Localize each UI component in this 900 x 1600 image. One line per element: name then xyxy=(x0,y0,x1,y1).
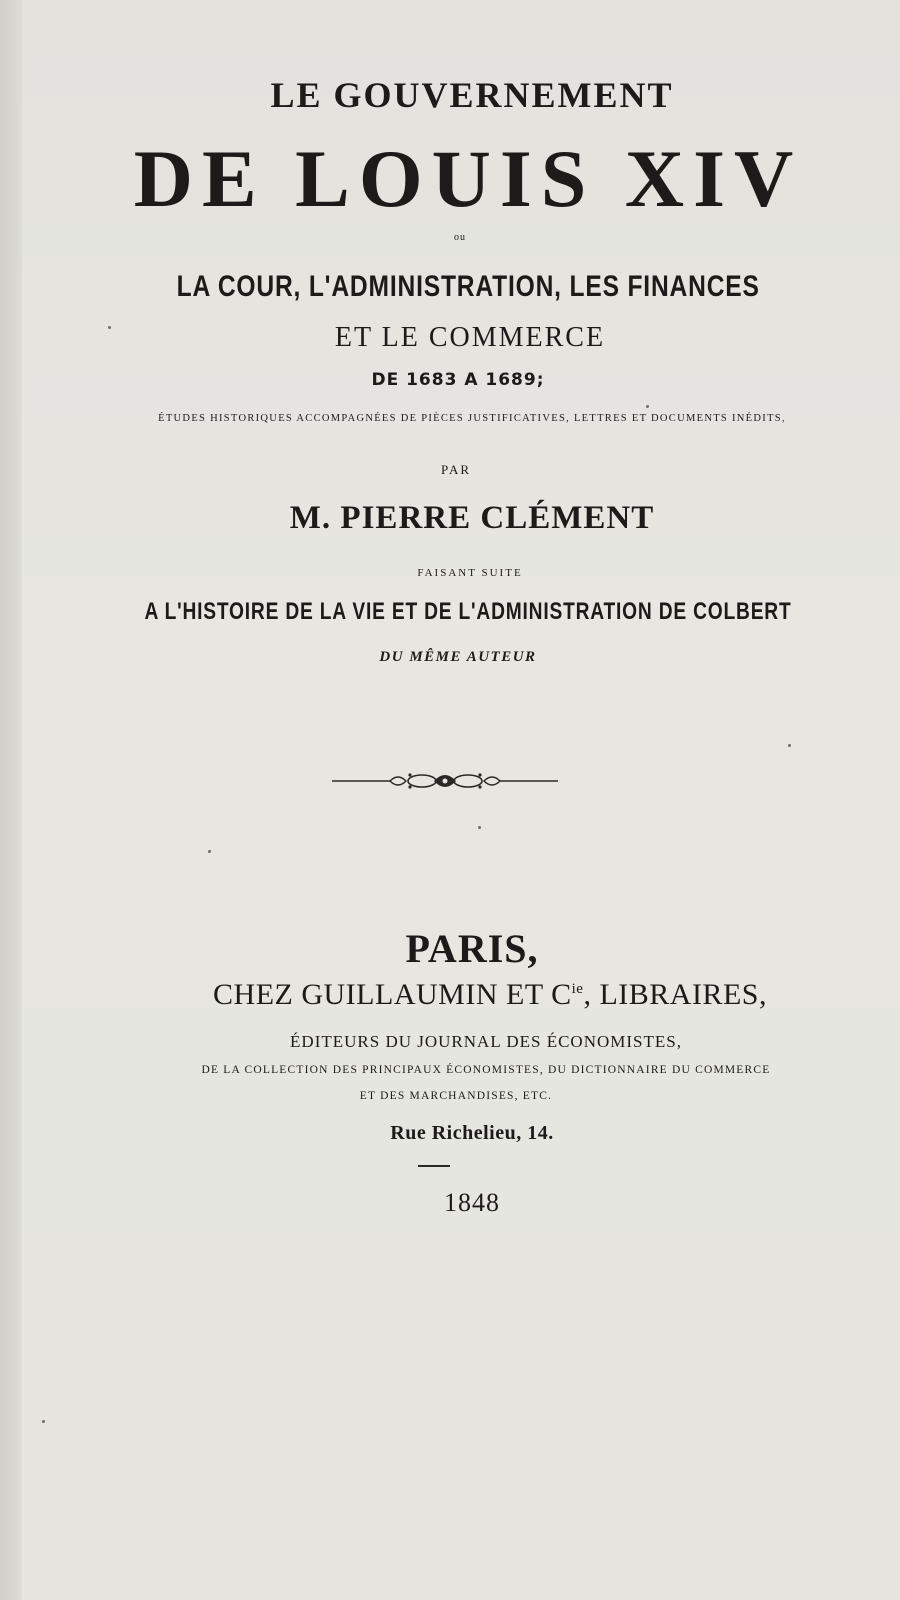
imprint-collection-cont: ET DES MARCHANDISES, ETC. xyxy=(359,1090,553,1102)
imprint-editors: ÉDITEURS DU JOURNAL DES ÉCONOMISTES, xyxy=(290,1032,682,1051)
paper-speck xyxy=(646,405,649,408)
paper-speck xyxy=(108,326,111,329)
title-line-1: LE GOUVERNEMENT xyxy=(270,75,674,115)
paper-speck xyxy=(208,850,211,853)
paper-speck xyxy=(478,826,481,829)
printer-ornament-icon xyxy=(330,767,560,795)
subtitle-dates: DE 1683 A 1689; xyxy=(371,370,545,390)
publisher-suffix: , LIBRAIRES, xyxy=(583,978,767,1011)
description-line: ÉTUDES HISTORIQUES ACCOMPAGNÉES DE PIÈCES JUSTIFICATIVES, LETTRES ET DOCUMENTS INÉDITS, xyxy=(158,413,786,424)
publisher-superscript: ie xyxy=(571,981,584,997)
divider-rule xyxy=(418,1165,450,1167)
publisher-name: CHEZ GUILLAUMIN ET C xyxy=(213,978,572,1011)
paper-speck xyxy=(788,744,791,747)
imprint-collection: DE LA COLLECTION DES PRINCIPAUX ÉCONOMISTES, DU DICTIONNAIRE DU COMMERCE xyxy=(201,1064,771,1076)
paper-speck xyxy=(42,1420,45,1423)
series-intro: FAISANT SUITE xyxy=(417,567,523,579)
imprint-city: PARIS, xyxy=(405,926,539,971)
subtitle-line-1: LA COUR, L'ADMINISTRATION, LES FINANCES xyxy=(176,270,760,303)
author-name: M. PIERRE CLÉMENT xyxy=(289,500,655,536)
title-conjunction: ou xyxy=(454,232,466,243)
imprint-publisher xyxy=(0,978,900,1012)
series-author-note: DU MÊME AUTEUR xyxy=(379,649,537,665)
imprint-address: Rue Richelieu, 14. xyxy=(390,1122,554,1144)
imprint-year: 1848 xyxy=(444,1188,500,1217)
series-title: A L'HISTOIRE DE LA VIE ET DE L'ADMINISTRATION DE COLBERT xyxy=(144,598,792,625)
subtitle-line-2: ET LE COMMERCE xyxy=(334,322,606,353)
by-label: PAR xyxy=(440,462,472,477)
title-line-2: DE LOUIS XIV xyxy=(133,133,803,224)
